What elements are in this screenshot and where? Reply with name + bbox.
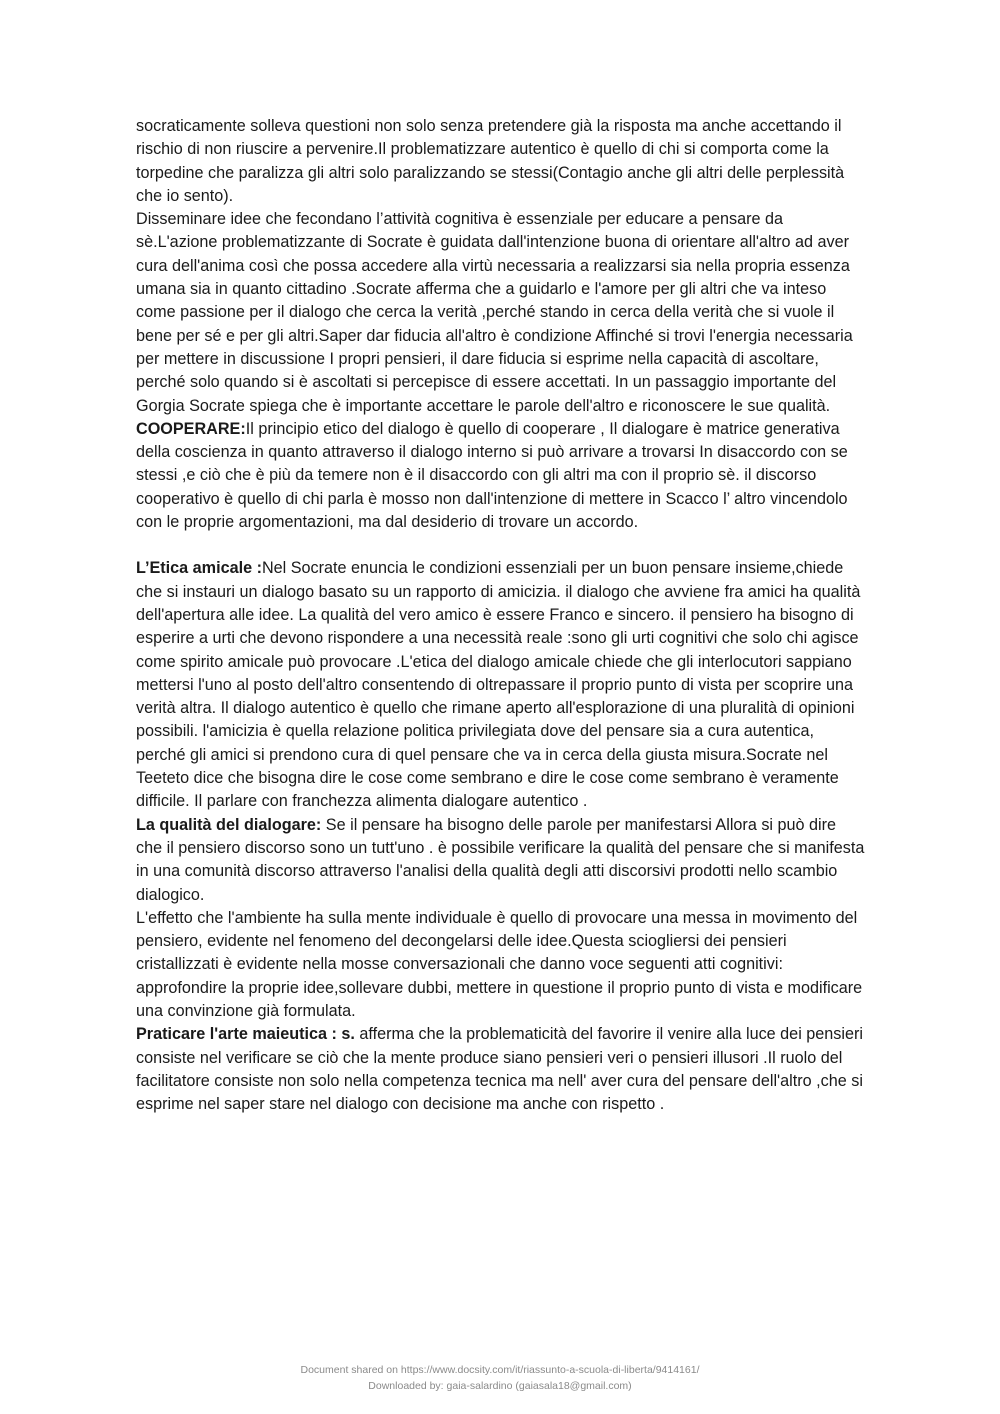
paragraph-arte-maieutica	[136, 1023, 866, 1116]
paragraph-effetto-ambiente-text: L'effetto che l'ambiente ha sulla mente individuale è quello di provocare una messa in movimento del pensiero, evidente nel fenomeno del decongelarsi delle idee.Questa sciogliersi dei pensieri cristallizzati è evidente nella mosse conversazionali che danno voce seguenti atti cognitivi: approfondire la proprie idee,sollevare dubbi, mettere in questione il proprio punto di vista e modificare una convinzione già formulata.	[136, 908, 863, 1020]
paragraph-etica-amicale	[136, 557, 866, 813]
heading-etica-amicale: L’Etica amicale :	[136, 559, 262, 578]
heading-qualita-dialogare: La qualità del dialogare:	[136, 815, 322, 834]
footer-downloaded-by: Downloaded by: gaia-salardino (gaiasala18@gmail.com)	[368, 1380, 632, 1392]
heading-arte-maieutica: Praticare l'arte maieutica : s.	[136, 1025, 355, 1044]
document-body	[136, 115, 866, 1116]
page-footer	[0, 1362, 1000, 1394]
paragraph-effetto-ambiente	[136, 907, 866, 1023]
paragraph-1-text: socraticamente solleva questioni non solo senza pretendere già la risposta ma anche accettando il rischio di non riuscire a pervenire.Il problematizzare autentico è quello di chi si comporta come la torpedine che paralizza gli altri solo paralizzando se stessi(Contagio anche gli altri delle perplessità che io sento).	[136, 117, 845, 205]
paragraph-2	[136, 208, 866, 418]
paragraph-2-text: Disseminare idee che fecondano l’attività cognitiva è essenziale per educare a pensare da sè.L'azione problematizzante di Socrate è guidata dall'intenzione buona di orientare all'altro ad aver cura dell'anima così che possa accedere alla virtù necessaria a realizzarsi sia nella propria essenza umana sia in quanto cittadino .Socrate afferma che a guidarlo e l'amore per gli altri che va inteso come passione per il dialogo che cerca la verità ,perché stando in cerca della verità che si vuole il bene per sé e per gli altri.Saper dar fiducia all'altro è condizione Affinché si trovi l'energia necessaria per mettere in discussione I propri pensieri, il dare fiducia si esprime nella capacità di ascoltare, perché solo quando si è ascoltati si percepisce di essere accettati. In un passaggio importante del Gorgia Socrate spiega che è importante accettare le parole dell'altro e riconoscere le sue qualità.	[136, 210, 853, 415]
paragraph-arte-maieutica-text: afferma che la problematicità del favorire il venire alla luce dei pensieri consiste nel verificare se ciò che la mente produce siano pensieri veri o pensieri illusori .Il ruolo del facilitatore consiste non solo nella competenza tecnica ma nell' aver cura del pensare dell'altro ,che si esprime nel saper stare nel dialogo con decisione ma anche con rispetto .	[136, 1025, 863, 1114]
paragraph-cooperare	[136, 418, 866, 534]
paragraph-qualita-dialogare-text: Se il pensare ha bisogno delle parole per manifestarsi Allora si può dire che il pensiero discorso sono un tutt'uno . è possibile verificare la qualità del pensare che si manifesta in una comunità discorso attraverso l'analisi della qualità degli atti discorsivi prodotti nello scambio dialogico.	[136, 815, 865, 904]
footer-shared-link: Document shared on https://www.docsity.com/it/riassunto-a-scuola-di-liberta/9414161/	[300, 1364, 700, 1376]
paragraph-qualita-dialogare	[136, 814, 866, 907]
heading-cooperare: COOPERARE:	[136, 419, 246, 438]
paragraph-cooperare-text: Il principio etico del dialogo è quello di cooperare , Il dialogare è matrice generativa della coscienza in quanto attraverso il dialogo interno si può arrivare a trovarsi In disaccordo con se stessi ,e ciò che è più da temere non è il disaccordo con gli altri ma con il proprio sè. il discorso cooperativo è quello di chi parla è mosso non dall'intenzione di mettere in Scacco l’ altro vincendolo con le proprie argomentazioni, ma dal desiderio di trovare un accordo.	[136, 419, 848, 532]
paragraph-etica-amicale-text: Nel Socrate enuncia le condizioni essenziali per un buon pensare insieme,chiede che si instauri un dialogo basato su un rapporto di amicizia. il dialogo che avviene fra amici ha qualità dell'apertura alle idee. La qualità del vero amico è essere Franco e sincero. il pensiero ha bisogno di esperire a urti che devono rispondere a una necessità reale :sono gli urti cognitivi che solo chi agisce come spirito amicale può provocare .L'etica del dialogo amicale chiede che gli interlocutori sappiano mettersi l'uno al posto dell'altro consentendo di oltrepassare il proprio punto di vista per scoprire una verità altra. Il dialogo autentico è quello che rimane aperto all'esplorazione di una pluralità di opinioni possibili. l'amicizia è quella relazione politica privilegiata dove del pensare sia a cura autentica, perché gli amici si prendono cura di quel pensare che va in cerca della giusta misura.Socrate nel Teeteto dice che bisogna dire le cose come sembrano e dire le cose come sembrano è veramente difficile. Il parlare con franchezza alimenta dialogare autentico .	[136, 559, 861, 811]
paragraph-1	[136, 115, 866, 208]
